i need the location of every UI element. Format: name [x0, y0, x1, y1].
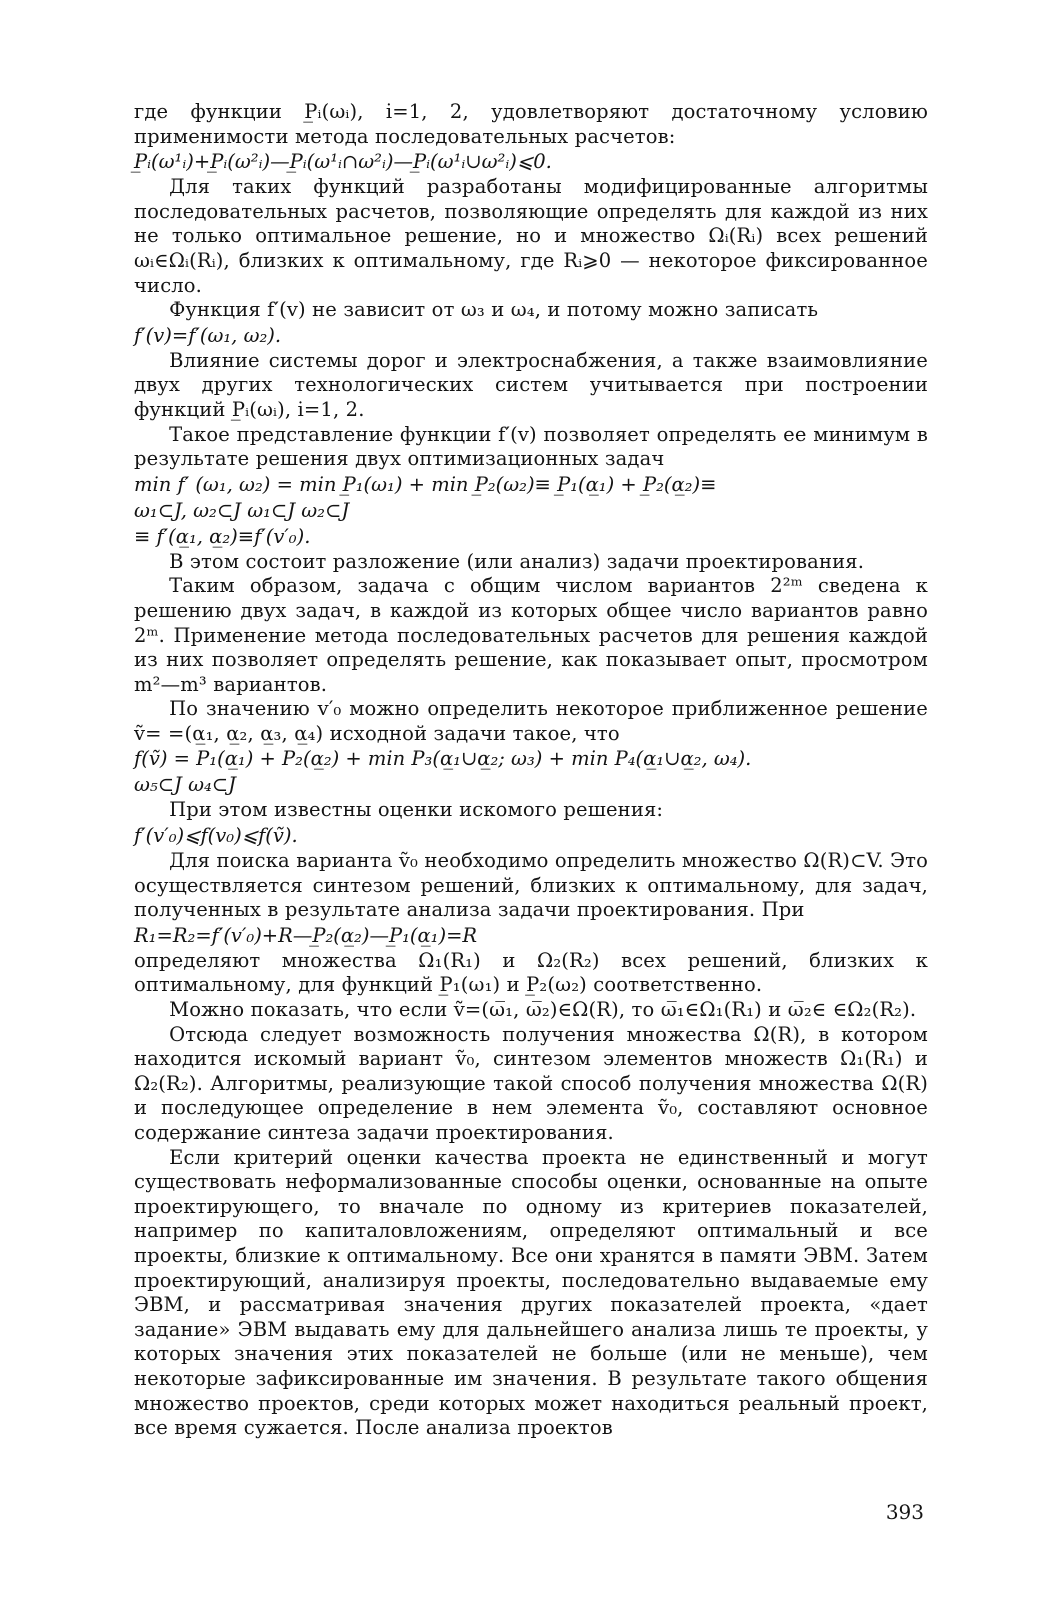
paragraph: Такое представление функции f′(v) позволяет определять ее минимум в результате решения двух оптимизационных задач	[134, 422, 928, 471]
page-number: 393	[885, 1500, 924, 1524]
formula-line: ≡ f′(α̲₁, α̲₂)≡f′(v′₀).	[134, 524, 311, 548]
paragraph: Таким образом, задача с общим числом вариантов 2²ᵐ сведена к решению двух задач, в каждой из которых общее число вариантов равно 2ᵐ. Применение метода последовательных расчетов для решения каждой из них позволяет определять решение, как показывает опыт, просмотром m²—m³ вариантов.	[134, 574, 928, 696]
paragraph: Можно показать, что если ṽ=(ω̅₁, ω̅₂)∈Ω(R), то ω̅₁∈Ω₁(R₁) и ω̅₂∈ ∈Ω₂(R₂).	[169, 998, 917, 1022]
formula-line: f′(v′₀)⩽f(v₀)⩽f(ṽ).	[134, 824, 298, 848]
paragraph: По значению v′₀ можно определить некоторое приближенное решение ṽ= =(α̲₁, α̲₂, α̲₃, α̲₄) исходной задачи такое, что	[134, 697, 928, 745]
paragraph: Функция f′(v) не зависит от ω₃ и ω₄, и потому можно записать	[169, 298, 819, 322]
formula-line: P̲ᵢ(ω¹ᵢ)+P̲ᵢ(ω²ᵢ)—P̲ᵢ(ω¹ᵢ∩ω²ᵢ)—P̲ᵢ(ω¹ᵢ∪ω²ᵢ)⩽0.	[134, 150, 552, 174]
formula-line: min f′ (ω₁, ω₂) = min P̲₁(ω₁) + min P̲₂(ω₂)≡ P̲₁(α̲₁) + P̲₂(α̲₂)≡	[134, 472, 717, 496]
paragraph: В этом состоит разложение (или анализ) задачи проектирования.	[169, 549, 865, 573]
paragraph: Отсюда следует возможность получения множества Ω(R), в котором находится искомый вариант ṽ₀, синтезом элементов множеств Ω₁(R₁) и Ω₂(R₂). Алгоритмы, реализующие такой способ получения множества Ω(R) и последующее определение в нем элемента ṽ₀, составляют основное содержание синтеза задачи проектирования.	[134, 1022, 928, 1144]
paragraph: где функции P̲ᵢ(ωᵢ), i=1, 2, удовлетворяют достаточному условию применимости метода последовательных расчетов:	[134, 100, 928, 148]
paragraph: Для таких функций разработаны модифицированные алгоритмы последовательных расчетов, позволяющие определять для каждой из них не только оптимальное решение, но и множество Ωᵢ(Rᵢ) всех решений ωᵢ∈Ωᵢ(Rᵢ), близких к оптимальному, где Rᵢ⩾0 — некоторое фиксированное число.	[134, 175, 928, 297]
formula-line: ω₅⊂J ω₄⊂J	[134, 773, 236, 797]
paragraph: При этом известны оценки искомого решения:	[169, 798, 664, 822]
text-column	[134, 100, 928, 1441]
formula-line: ω₁⊂J, ω₂⊂J ω₁⊂J ω₂⊂J	[134, 498, 350, 522]
paragraph: Для поиска варианта ṽ₀ необходимо определить множество Ω(R)⊂V. Это осуществляется синтезом решений, близких к оптимальному, для задач, полученных в результате анализа задачи проектирования. При	[134, 849, 928, 922]
formula-line: f′(v)=f′(ω₁, ω₂).	[134, 323, 282, 347]
paragraph: Влияние системы дорог и электроснабжения, а также взаимовлияние двух других технологических систем учитывается при построении функций P̲ᵢ(ωᵢ), i=1, 2.	[134, 348, 928, 421]
formula-line: f(ṽ) = P₁(α̲₁) + P₂(α̲₂) + min P₃(α̲₁∪α̲₂; ω₃) + min P₄(α̲₁∪α̲₂, ω₄).	[134, 747, 752, 771]
paragraph: Если критерий оценки качества проекта не единственный и могут существовать неформализованные способы оценки, основанные на опыте проектирующего, то вначале по одному из критериев показателей, например по капиталовложениям, определяют оптимальный и все проекты, близкие к оптимальному. Все они хранятся в памяти ЭВМ. Затем проектирующий, анализируя проекты, последовательно выдаваемые ему ЭВМ, и рассматривая значения других показателей проекта, «дает задание» ЭВМ выдавать ему для дальнейшего анализа лишь те проекты, у которых значения этих показателей не больше (или не меньше), чем некоторые зафиксированные им значения. В результате такого общения множество проектов, среди которых может находиться реальный проект, все время сужается. После анализа проектов	[134, 1145, 928, 1440]
formula-line: R₁=R₂=f′(v′₀)+R—P̲₂(α̲₂)—P̲₁(α̲₁)=R	[134, 923, 478, 947]
paragraph: определяют множества Ω₁(R₁) и Ω₂(R₂) всех решений, близких к оптимальному, для функций P̲₁(ω₁) и P̲₂(ω₂) соответственно.	[134, 948, 928, 997]
